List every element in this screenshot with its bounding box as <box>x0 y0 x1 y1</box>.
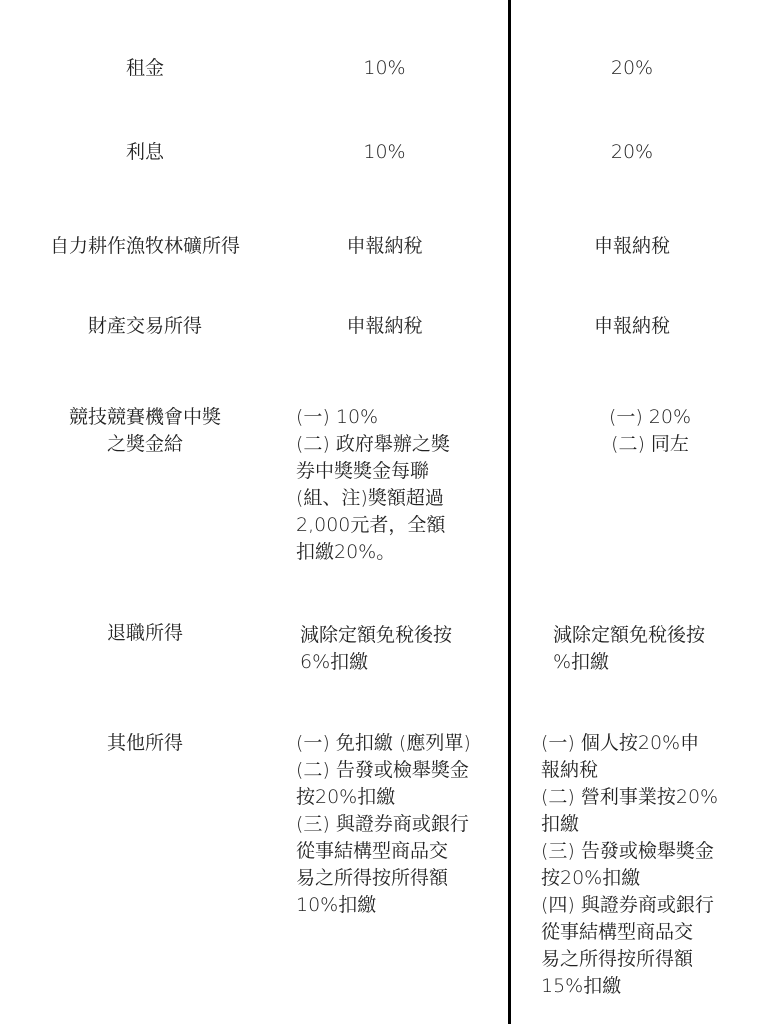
row-label-retirement: 退職所得 <box>106 622 183 644</box>
row-value-col3-retirement: 減除定額免稅後按 %扣繳 <box>553 624 706 673</box>
row-value-col2-rent: 10% <box>363 57 406 79</box>
row-label-self-cultivation: 自力耕作漁牧林礦所得 <box>49 235 240 257</box>
row-value-col2-property-transaction: 申報納稅 <box>346 315 423 337</box>
row-value-col2-self-cultivation: 申報納稅 <box>346 235 423 257</box>
row-label-property-transaction: 財產交易所得 <box>87 315 202 337</box>
row-label-other-income: 其他所得 <box>106 732 183 754</box>
row-value-col3-self-cultivation: 申報納稅 <box>593 235 670 257</box>
row-label-rent: 租金 <box>125 57 164 79</box>
row-value-col3-other-income: (一) 個人按20%申 報納稅 (二) 營利事業按20% 扣繳 (三) 告發或檢舉獎金 按20%扣繳 (四) 與證券商或銀行 從事結構型商品交 易之所得按所得額 15%扣繳 <box>541 732 719 997</box>
row-value-col3-rent: 20% <box>610 57 654 79</box>
row-value-col2-prize: (一) 10% (二) 政府舉辦之獎 券中獎獎金每聯 (組、注)獎額超過 2,000元者，全額 扣繳20%。 <box>296 406 450 563</box>
row-value-col2-retirement: 減除定額免稅後按 6%扣繳 <box>300 624 453 673</box>
column-divider <box>508 0 511 1024</box>
row-label-prize: 競技競賽機會中獎 之獎金給 <box>68 406 221 455</box>
row-value-col3-property-transaction: 申報納稅 <box>593 315 670 337</box>
row-label-interest: 利息 <box>125 141 164 163</box>
row-value-col2-interest: 10% <box>363 141 406 163</box>
row-value-col3-interest: 20% <box>610 141 654 163</box>
row-value-col2-other-income: (一) 免扣繳 (應列單) (二) 告發或檢舉獎金 按20%扣繳 (三) 與證券商或銀行 從事結構型商品交 易之所得按所得額 10%扣繳 <box>296 732 471 916</box>
row-value-col3-prize: (一) 20% (二) 同左 <box>608 406 692 455</box>
